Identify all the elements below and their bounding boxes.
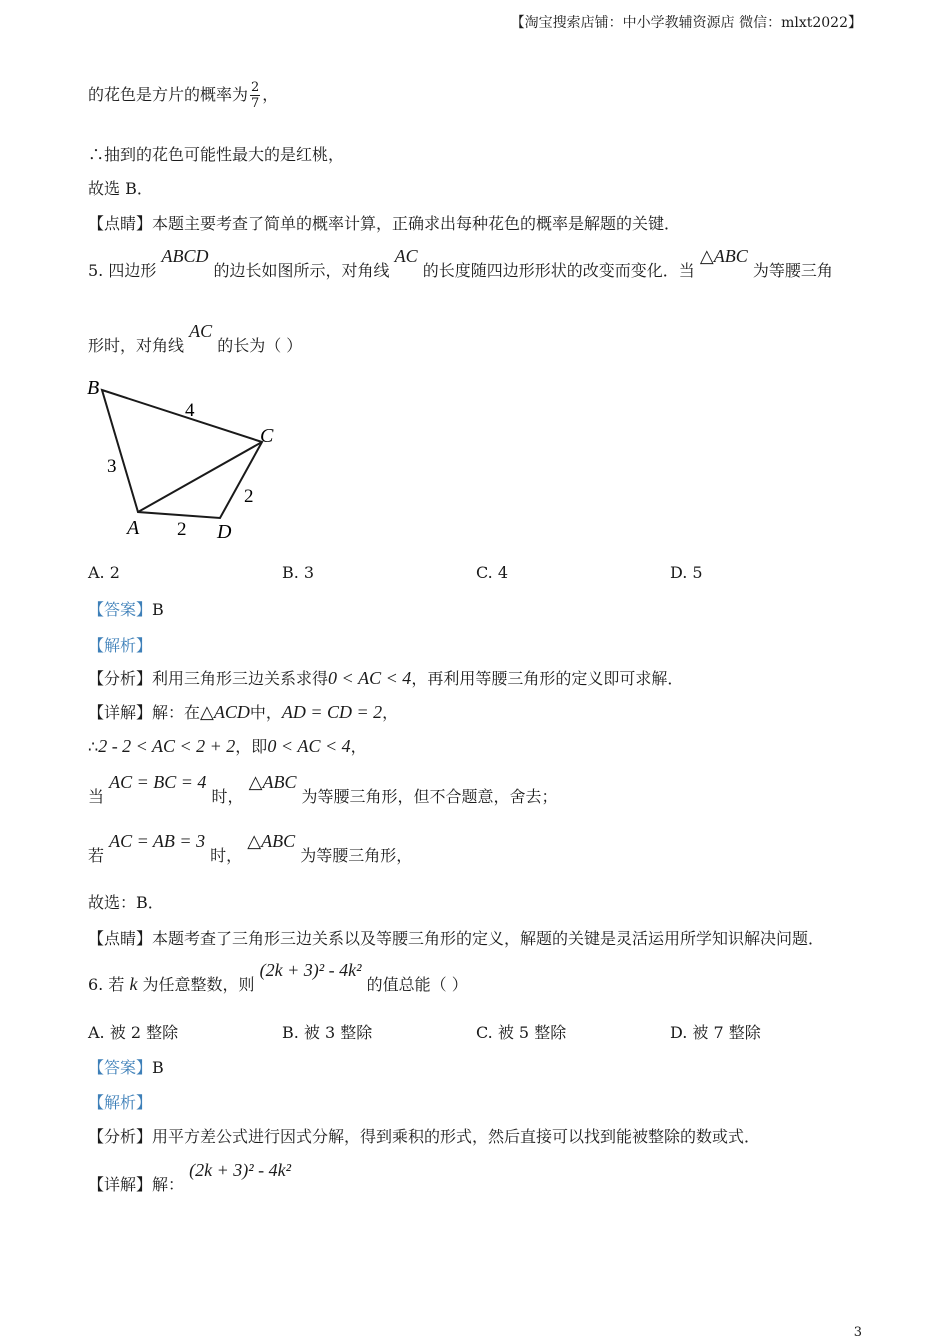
q6-detail-text: 【详解】解： [88, 1175, 185, 1194]
q5-stem-text: 的边长如图所示，对角线 [213, 261, 390, 280]
q5-math-ac: AC [189, 321, 213, 341]
q5-detail-text: 中， [249, 703, 282, 722]
q6-detail-expression: (2k + 3)² - 4k² [189, 1160, 292, 1180]
q5-answer [88, 597, 164, 620]
q6-math-expression: (2k + 3)² - 4k² [259, 960, 362, 980]
answer-value: B [152, 1058, 164, 1077]
q4-prob-suffix: ， [262, 85, 279, 104]
q4-choose: 故选 B． [88, 179, 153, 198]
q5-option-c: C. 4 [476, 563, 509, 582]
q5-comment: 【点睛】本题考查了三角形三边关系以及等腰三角形的定义，解题的关键是灵活运用所学知识解决问题． [88, 929, 825, 948]
q5-option-b: B. 3 [282, 563, 315, 582]
q5-inequality-math: 0 < AC < 4 [267, 736, 351, 756]
q5-case-text: 时， [210, 846, 243, 865]
length-label-ad: 2 [177, 519, 187, 540]
q5-analysis-math: 0 < AC < 4 [328, 668, 412, 688]
answer-tag: 【答案】 [88, 1058, 153, 1077]
q6-stem-text: 6. 若 [88, 975, 125, 994]
q6-analysis: 【分析】用平方差公式进行因式分解，得到乘积的形式，然后直接可以找到能被整除的数或式． [88, 1127, 761, 1146]
q5-case1 [88, 772, 558, 807]
q5-option-a: A. 2 [88, 563, 120, 582]
q5-stem-text: 的长度随四边形形状的改变而变化．当 [422, 261, 695, 280]
q6-stem [88, 960, 468, 995]
quadrilateral-figure [80, 372, 290, 548]
q4-conclusion: ∴抽到的花色可能性最大的是红桃， [88, 145, 345, 164]
q6-math-k: k [129, 974, 138, 994]
q5-stem-text: 为等腰三角 [752, 261, 833, 280]
q5-case2 [88, 831, 413, 866]
fraction [250, 80, 260, 111]
q6-detail [88, 1160, 292, 1195]
q4-prob-prefix: 的花色是方片的概率为 [88, 85, 249, 104]
answer-tag: 【答案】 [88, 600, 153, 619]
q5-option-d: D. 5 [670, 563, 703, 582]
length-label-ab: 3 [107, 456, 117, 477]
q5-analysis-text: 【分析】利用三角形三边关系求得 [88, 669, 329, 688]
q5-stem-text: 形时，对角线 [88, 336, 185, 355]
vertex-label-c: C [260, 425, 274, 447]
q5-detail-text: ， [382, 703, 399, 722]
q5-case-text: 当 [88, 787, 105, 806]
q5-case-text: 为等腰三角形，但不合题意，舍去； [301, 787, 558, 806]
q5-analysis-tag: 【解析】 [88, 636, 153, 655]
q6-option-c: C. 被 5 整除 [476, 1023, 567, 1042]
q4-probability-line [88, 80, 278, 111]
q5-case-text: 为等腰三角形， [300, 846, 413, 865]
q4-comment: 【点睛】本题主要考查了简单的概率计算，正确求出每种花色的概率是解题的关键． [88, 214, 681, 233]
q6-option-b: B. 被 3 整除 [282, 1023, 373, 1042]
vertex-label-a: A [127, 517, 140, 539]
q6-stem-text: 为任意整数，则 [142, 975, 255, 994]
q6-analysis-tag: 【解析】 [88, 1093, 153, 1112]
q6-option-d: D. 被 7 整除 [670, 1023, 761, 1042]
q5-stem-line2 [88, 321, 303, 356]
fraction-numerator: 2 [251, 80, 260, 95]
q6-stem-text: 的值总能（ ） [366, 975, 468, 994]
length-label-bc: 4 [185, 400, 195, 421]
q5-case-text: 时， [211, 787, 244, 806]
q5-math-abcd: ABCD [161, 246, 209, 266]
q5-detail-text: 【详解】解：在 [88, 703, 201, 722]
length-label-cd: 2 [244, 486, 254, 507]
q5-case-math: AC = BC = 4 [109, 772, 207, 792]
fraction-denominator: 7 [251, 96, 260, 111]
q5-case-text: 若 [88, 846, 105, 865]
q5-case-math: AC = AB = 3 [109, 831, 206, 851]
q5-stem-text: 5. 四边形 [88, 261, 157, 280]
q5-analysis [88, 666, 683, 689]
q5-detail-math: AD = CD = 2 [281, 702, 383, 722]
q5-analysis-text: ，再利用等腰三角形的定义即可求解． [411, 669, 684, 688]
page-header: 【淘宝搜索店铺：中小学教辅资源店 微信：mlxt2022】 [510, 15, 862, 31]
q5-detail [88, 700, 398, 723]
q5-choose: 故选：B． [88, 893, 164, 912]
page-number: 3 [853, 1325, 862, 1340]
q5-stem-text: 的长为（ ） [217, 336, 303, 355]
q5-detail-triangle: △ACD [200, 702, 250, 722]
q5-stem-line1 [88, 246, 833, 281]
q5-case-triangle: △ABC [247, 831, 296, 851]
q6-answer [88, 1055, 164, 1078]
q5-case-triangle: △ABC [248, 772, 297, 792]
q5-math-triangle: △ABC [699, 246, 748, 266]
q6-option-a: A. 被 2 整除 [88, 1023, 179, 1042]
q5-inequality [88, 734, 367, 757]
q5-math-ac: AC [394, 246, 418, 266]
q5-inequality-math: 2 - 2 < AC < 2 + 2 [98, 736, 236, 756]
answer-value: B [152, 600, 164, 619]
vertex-label-d: D [217, 521, 232, 543]
therefore-symbol: ∴ [88, 737, 99, 756]
quadrilateral-abcd [102, 390, 262, 518]
q5-inequality-text: ，即 [235, 737, 268, 756]
vertex-label-b: B [87, 377, 100, 399]
q5-inequality-text: ， [350, 737, 367, 756]
